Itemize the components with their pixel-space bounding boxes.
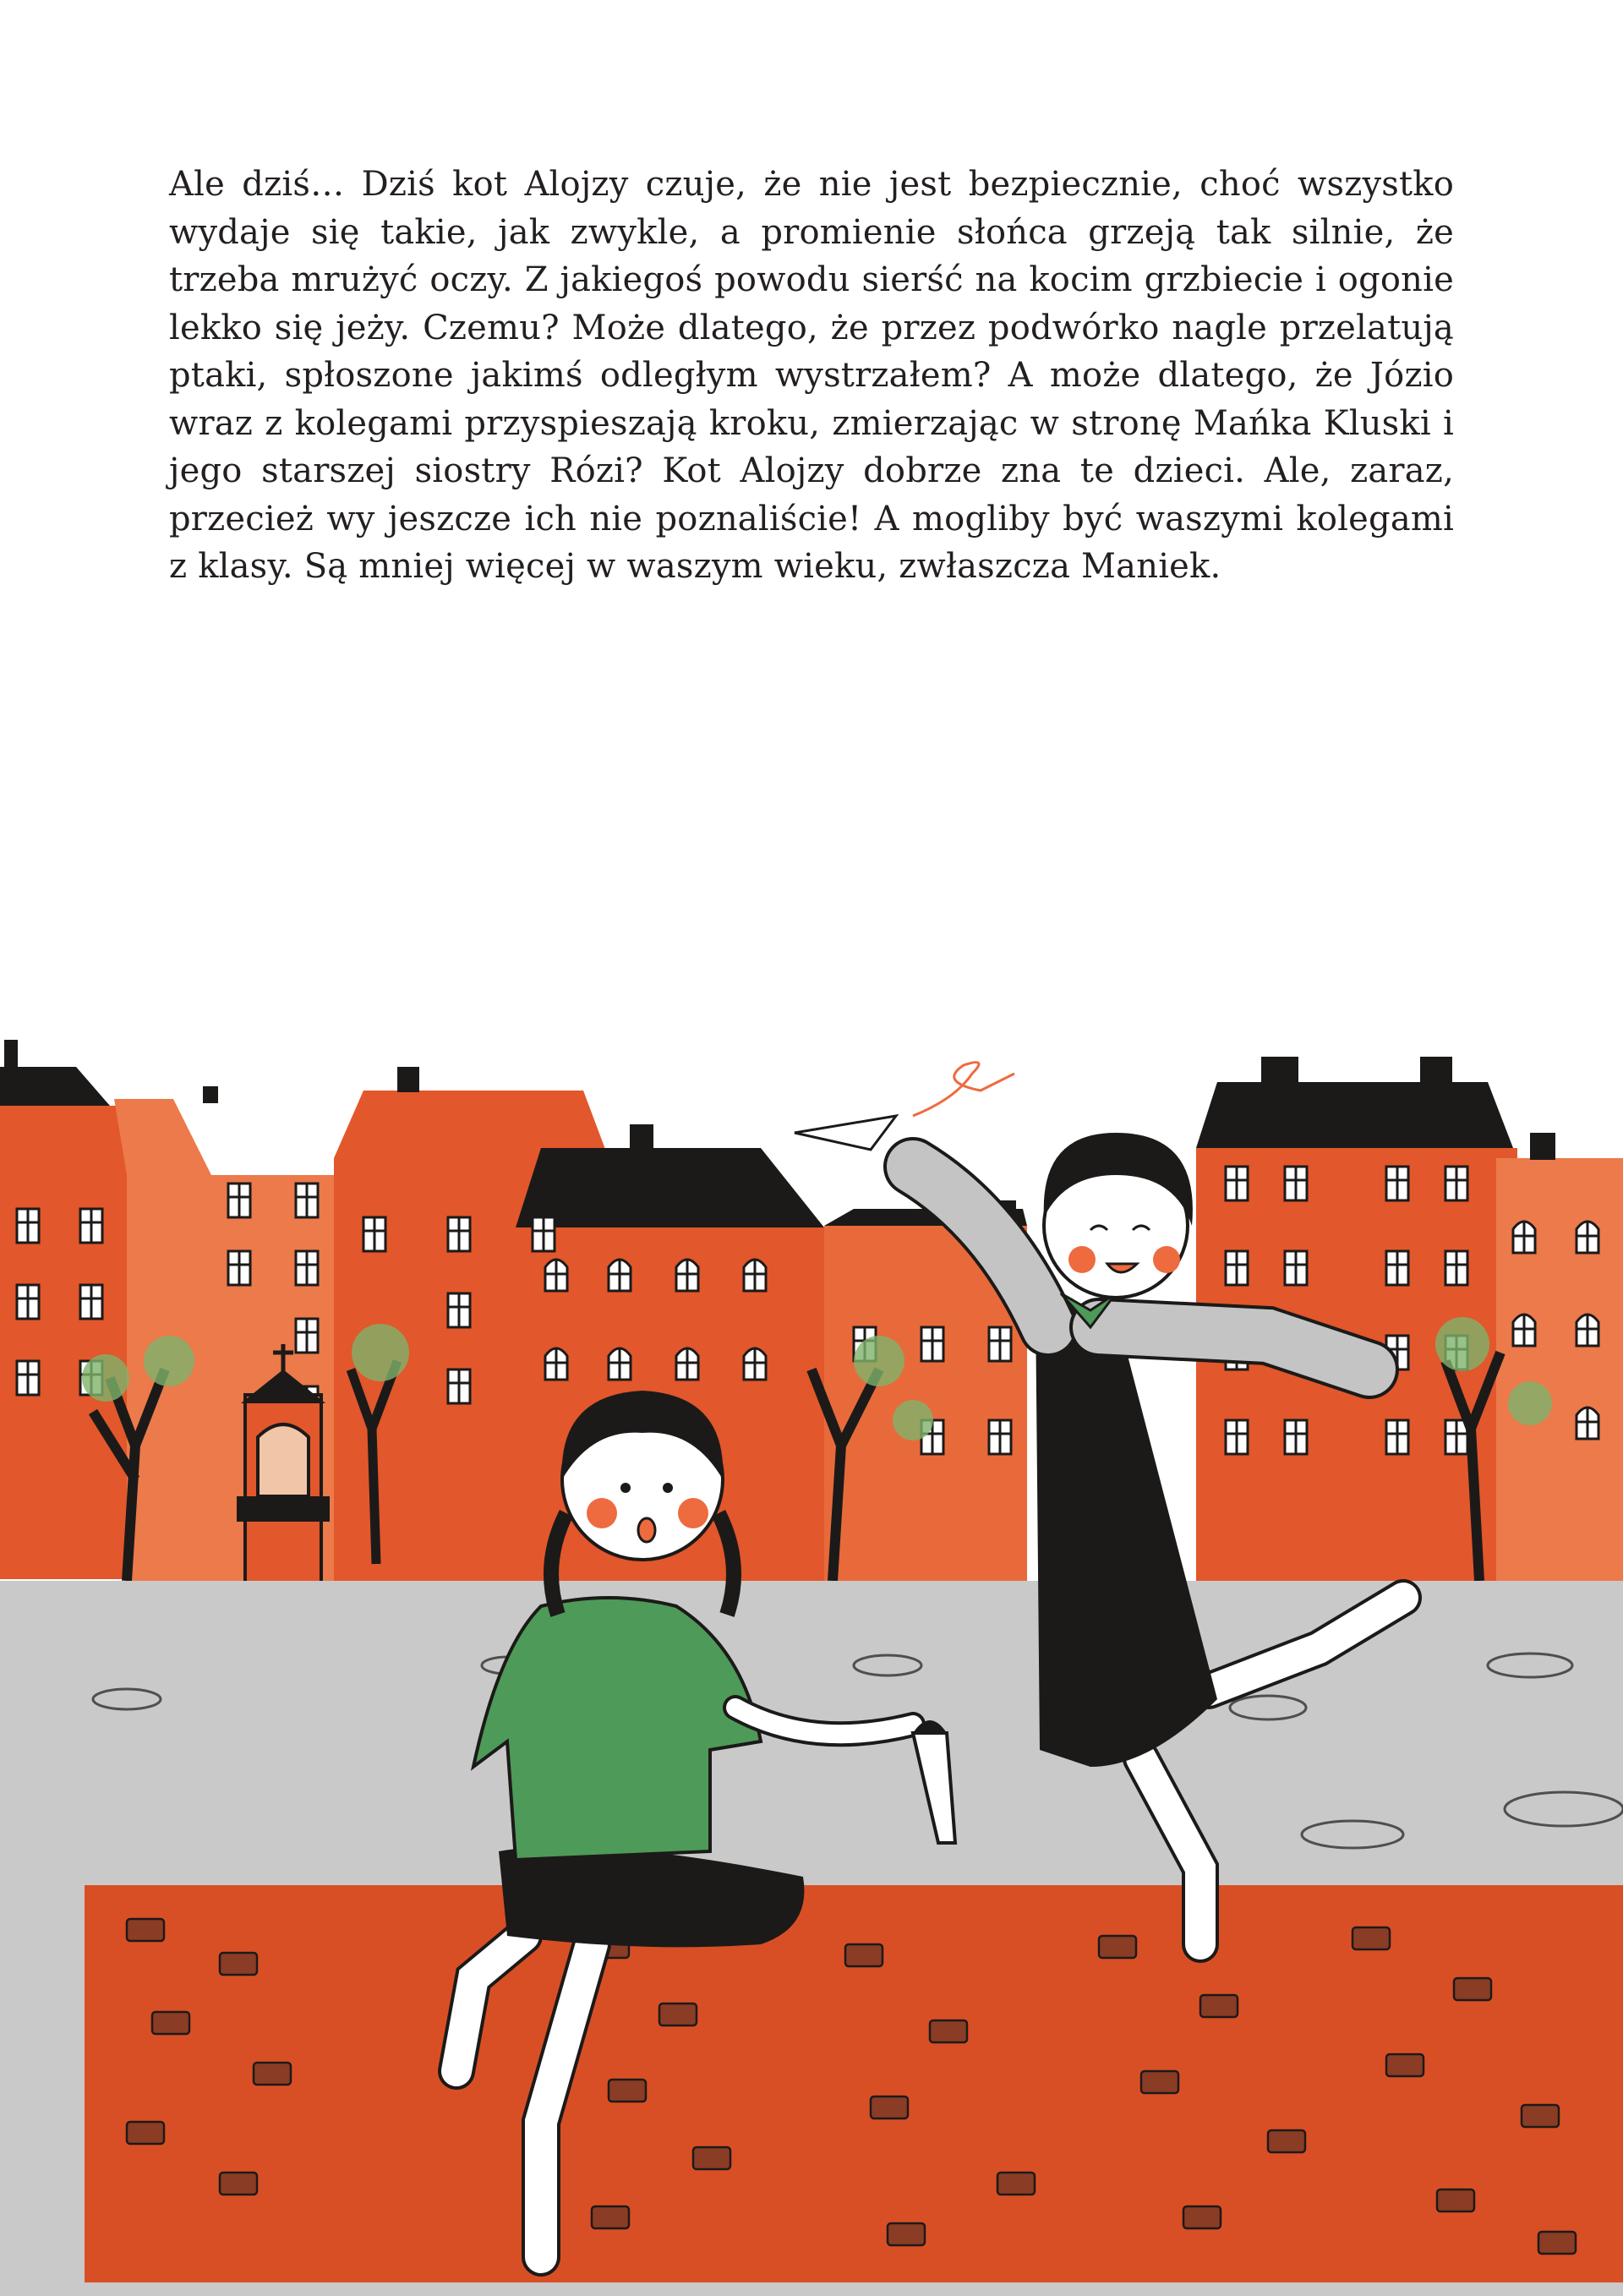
illustration-courtyard	[0, 1006, 1623, 2296]
brick-wall	[85, 1885, 1623, 2282]
story-paragraph: Ale dziś… Dziś kot Alojzy czuje, że nie jest bezpiecznie, choć wszystko wydaje się takie, jak zwykle, a promienie słońca grzeją tak silnie, że trzeba mrużyć oczy. Z jakiegoś powodu sierść na kocim grzbiecie i ogonie lekko się jeży. Czemu? Może dlatego, że przez podwórko nagle przelatują ptaki, spłoszone jakimś odległym wystrzałem? A może dlatego, że Józio wraz z kolegami przyspieszają kroku, zmierzając w stronę Mańka Kluski i jego starszej siostry Rózi? Kot Alojzy dobrze zna te dzieci. Ale, zaraz, przecież wy jeszcze ich nie poznaliście! A mogliby być waszymi kolegami z klasy. Są mniej więcej w waszym wieku, zwłaszcza Maniek.	[169, 165, 1454, 586]
story-text	[169, 161, 1454, 591]
